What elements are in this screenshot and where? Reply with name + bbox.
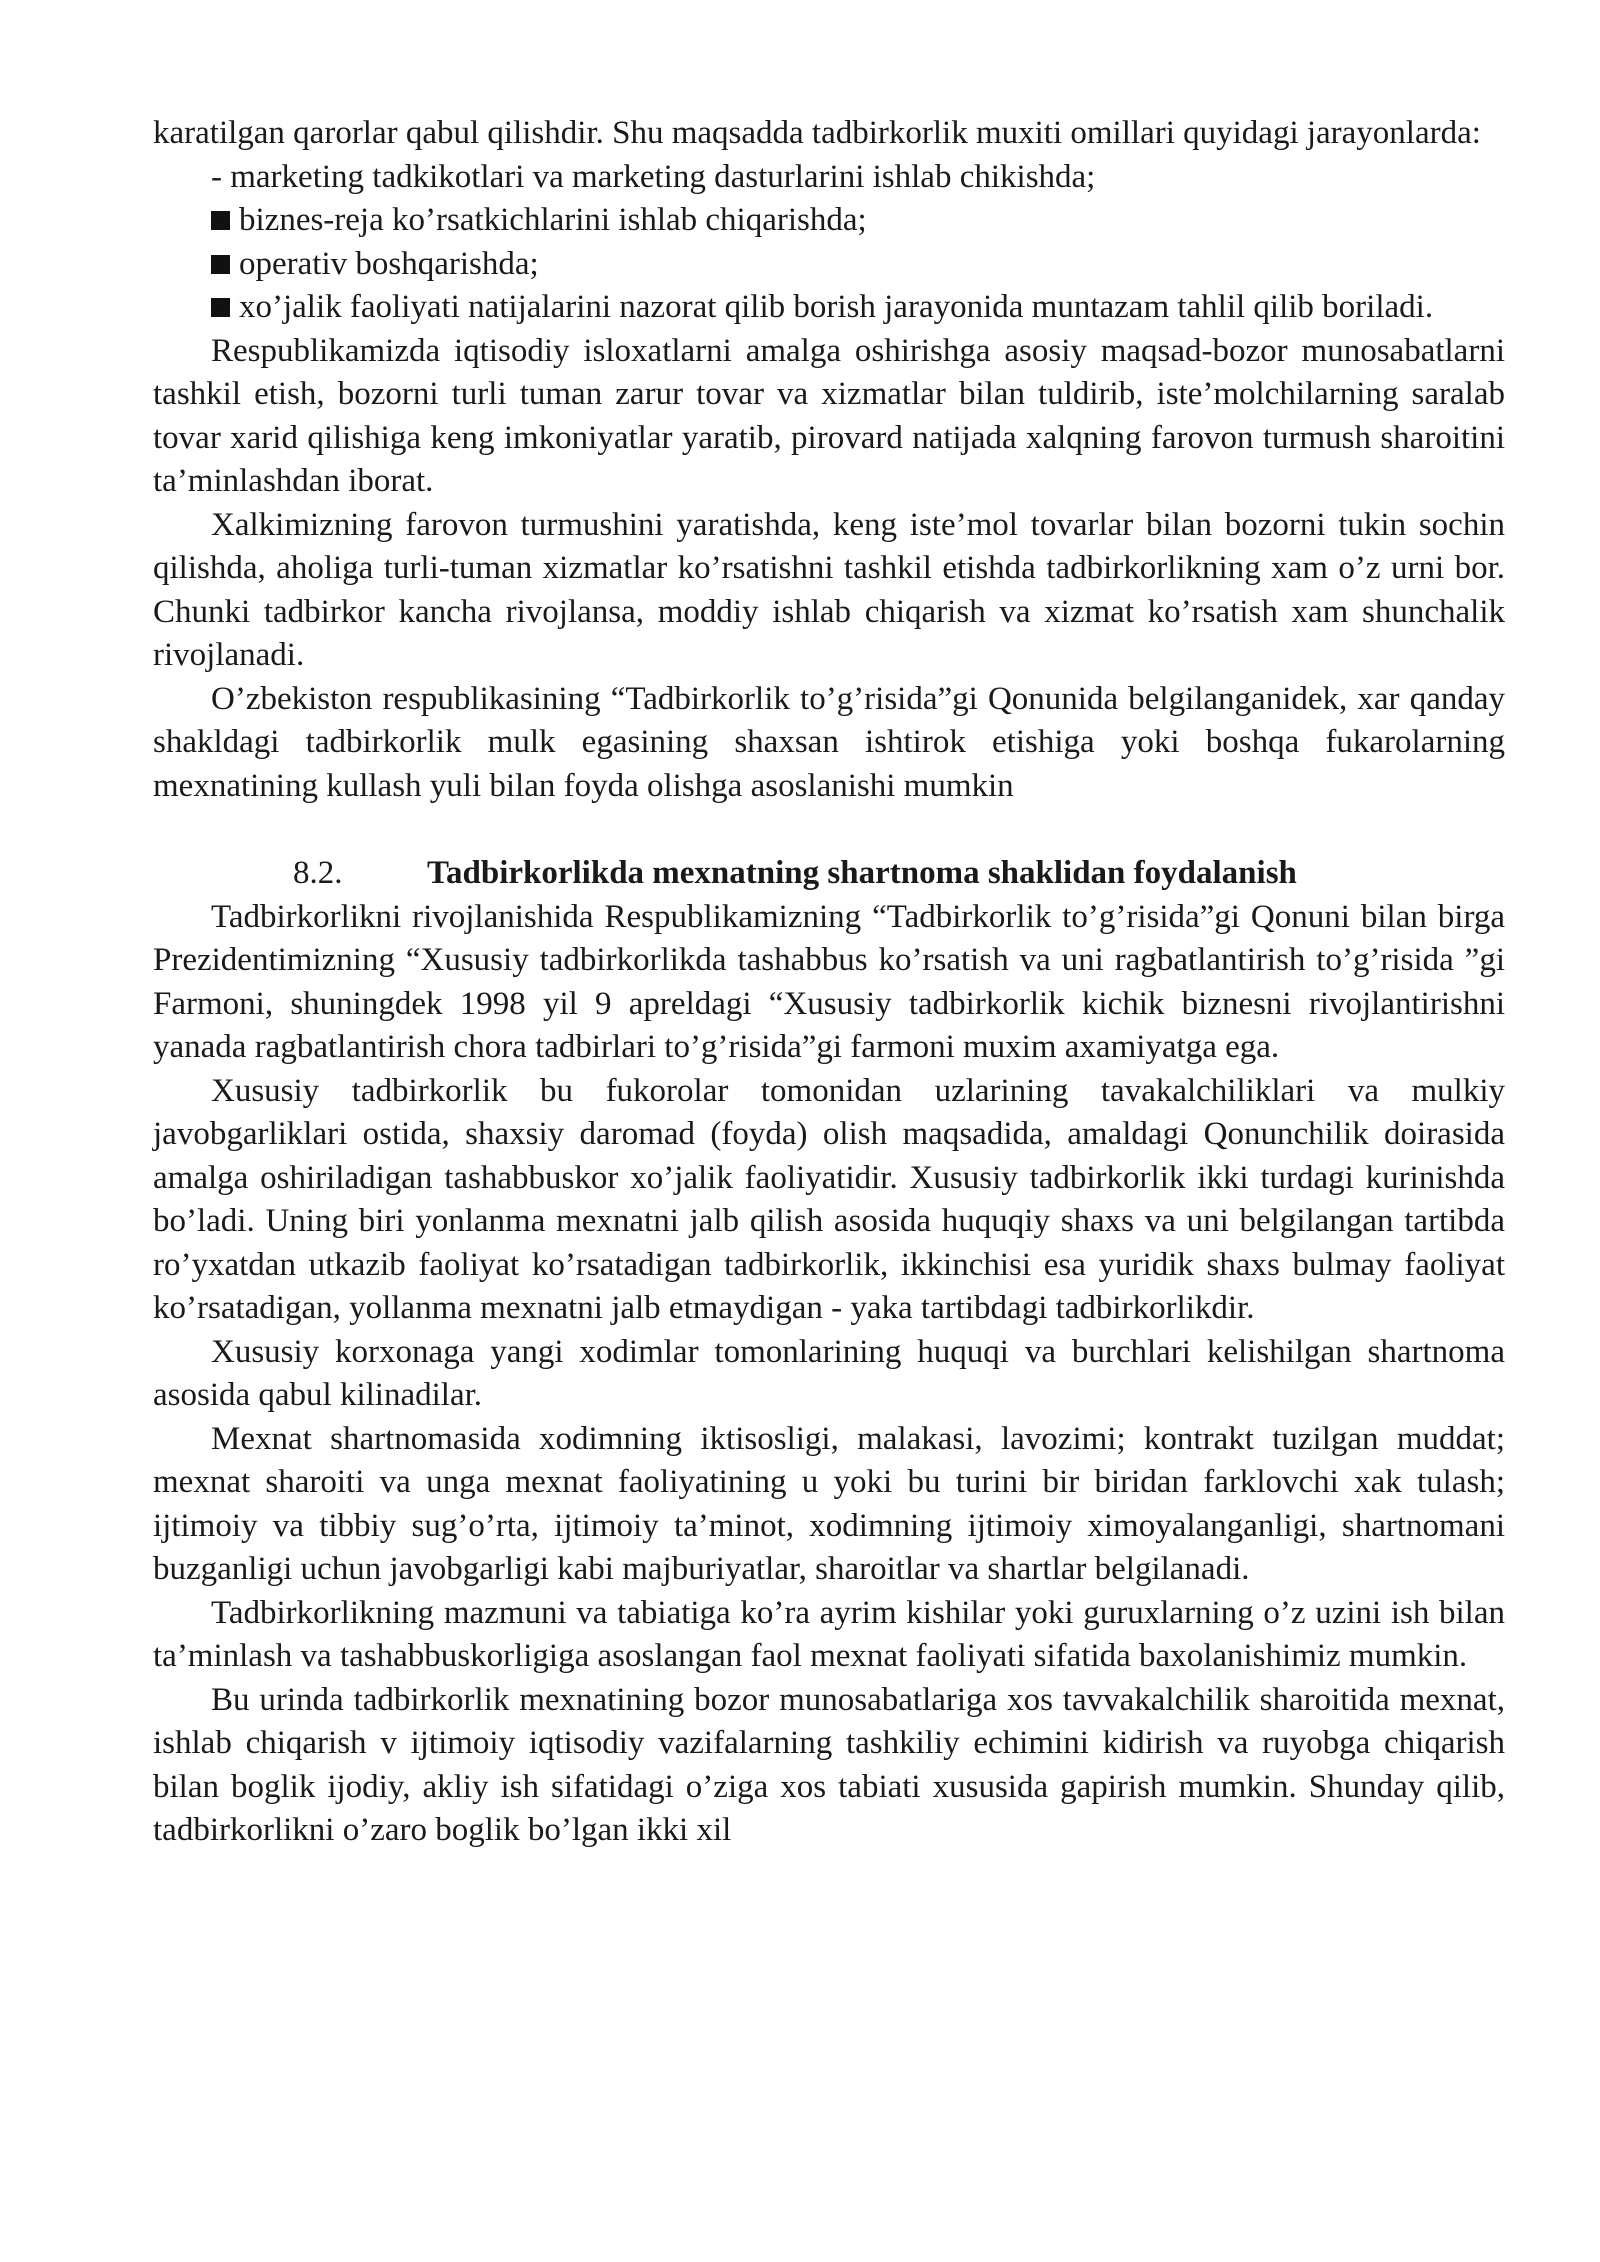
black-square-bullet-icon <box>211 211 230 230</box>
black-square-bullet-icon <box>211 255 230 274</box>
paragraph-legislation: Tadbirkorlikni rivojlanishida Respublikamizning “Tadbirkorlik to’g’risida”gi Qonuni bilan birga Prezidentimizning “Xususiy tadbirkorlikda tashabbus ko’rsatish va uni ragbatlantirish to’g’risida ”gi Farmoni, shuningdek 1998 yil 9 apreldagi “Xususiy tadbirkorlik kichik biznesni rivojlantirishni yanada ragbatlantirish chora tadbirlari to’g’risida”gi farmoni muxim axamiyatga ega. <box>153 898 1505 1065</box>
document-page <box>153 112 1505 1853</box>
list-item-operational <box>153 243 1505 287</box>
paragraph-welfare: Xalkimizning farovon turmushini yaratishda, keng iste’mol tovarlar bilan bozorni tukin sochin qilishda, aholiga turli-tuman xizmatlar ko’rsatishni tashkil etishda tadbirkorlikning xam o’z urni bor. Chunki tadbirkor kancha rivojlansa, moddiy ishlab chiqarish va xizmat ko’rsatish xam shunchalik rivojlanadi. <box>153 506 1505 673</box>
section-number: 8.2. <box>293 855 343 891</box>
paragraph-creative-work: Bu urinda tadbirkorlik mexnatining bozor munosabatlariga xos tavvakalchilik sharoitida mexnat, ishlab chiqarish v ijtimoiy iqtisodiy vazifalarning tashkiliy echimini kidirish va ruyobga chiqarish bilan boglik ijodiy, akliy ish sifatidagi o’ziga xos tabiati xususida gapirish mumkin. Shunday qilib, tadbirkorlikni o’zaro boglik bo’lgan ikki xil <box>153 1681 1505 1848</box>
paragraph-labor-contract: Mexnat shartnomasida xodimning iktisosligi, malakasi, lavozimi; kontrakt tuzilgan muddat; mexnat sharoiti va unga mexnat faoliyatining u yoki bu turini bir biridan farklovchi xak tulash; ijtimoiy va tibbiy sug’o’rta, ijtimoiy ta’minot, xodimning ijtimoiy ximoyalanganligi, shartnomani buzganligi uchun javobgarligi kabi majburiyatlar, sharoitlar va shartlar belgilanadi. <box>153 1420 1505 1587</box>
list-item-text: operativ boshqarishda; <box>239 245 539 282</box>
paragraph-private-entrepreneurship: Xususiy tadbirkorlik bu fukorolar tomonidan uzlarining tavakalchiliklari va mulkiy javobgarliklari ostida, shaxsiy daromad (foyda) olish maqsadida, amaldagi Qonunchilik doirasida amalga oshiriladigan tashabbuskor xo’jalik faoliyatidir. Xususiy tadbirkorlik ikki turdagi kurinishda bo’ladi. Uning biri yonlanma mexnatni jalb qilish asosida huquqiy shaxs va uni belgilangan tartibda ro’yxatdan utkazib faoliyat ko’rsatadigan tadbirkorlik, ikkinchisi esa yuridik shaxs bulmay faoliyat ko’rsatadigan, yollanma mexnatni jalb etmaydigan - yaka tartibdagi tadbirkorlikdir. <box>153 1072 1505 1326</box>
list-item-business-plan <box>153 199 1505 243</box>
intro-paragraph: karatilgan qarorlar qabul qilishdir. Shu maqsadda tadbirkorlik muxiti omillari quyidagi jarayonlarda: <box>153 115 1481 151</box>
paragraph-reforms: Respublikamizda iqtisodiy isloxatlarni amalga oshirishga asosiy maqsad-bozor munosabatlarni tashkil etish, bozorni turli tuman zarur tovar va xizmatlar bilan tuldirib, iste’molchilarning saralab tovar xarid qilishiga keng imkoniyatlar yaratib, pirovard natijada xalqning farovon turmush sharoitini ta’minlashdan iborat. <box>153 332 1505 499</box>
list-item-text: xo’jalik faoliyati natijalarini nazorat qilib borish jarayonida muntazam tahlil qilib boriladi. <box>239 289 1434 325</box>
paragraph-nature: Tadbirkorlikning mazmuni va tabiatiga ko’ra ayrim kishilar yoki guruxlarning o’z uzini ish bilan ta’minlash va tashabbuskorligiga asoslangan faol mexnat faoliyati sifatida baxolanishimiz mumkin. <box>153 1594 1505 1674</box>
black-square-bullet-icon <box>211 298 230 317</box>
list-item-marketing: - marketing tadkikotlari va marketing dasturlarini ishlab chikishda; <box>211 158 1096 195</box>
section-title: Tadbirkorlikda mexnatning shartnoma shaklidan foydalanish <box>427 855 1297 891</box>
paragraph-law: O’zbekiston respublikasining “Tadbirkorlik to’g’risida”gi Qonunida belgilanganidek, xar qanday shakldagi tadbirkorlik mulk egasining shaxsan ishtirok etishiga yoki boshqa fukarolarning mexnatining kullash yuli bilan foyda olishga asoslanishi mumkin <box>153 680 1505 804</box>
paragraph-hiring: Xususiy korxonaga yangi xodimlar tomonlarining huquqi va burchlari kelishilgan shartnoma asosida qabul kilinadilar. <box>153 1333 1505 1413</box>
section-heading <box>153 852 1505 896</box>
list-item-text: biznes-reja ko’rsatkichlarini ishlab chiqarishda; <box>239 202 867 238</box>
list-item-control <box>153 286 1505 330</box>
